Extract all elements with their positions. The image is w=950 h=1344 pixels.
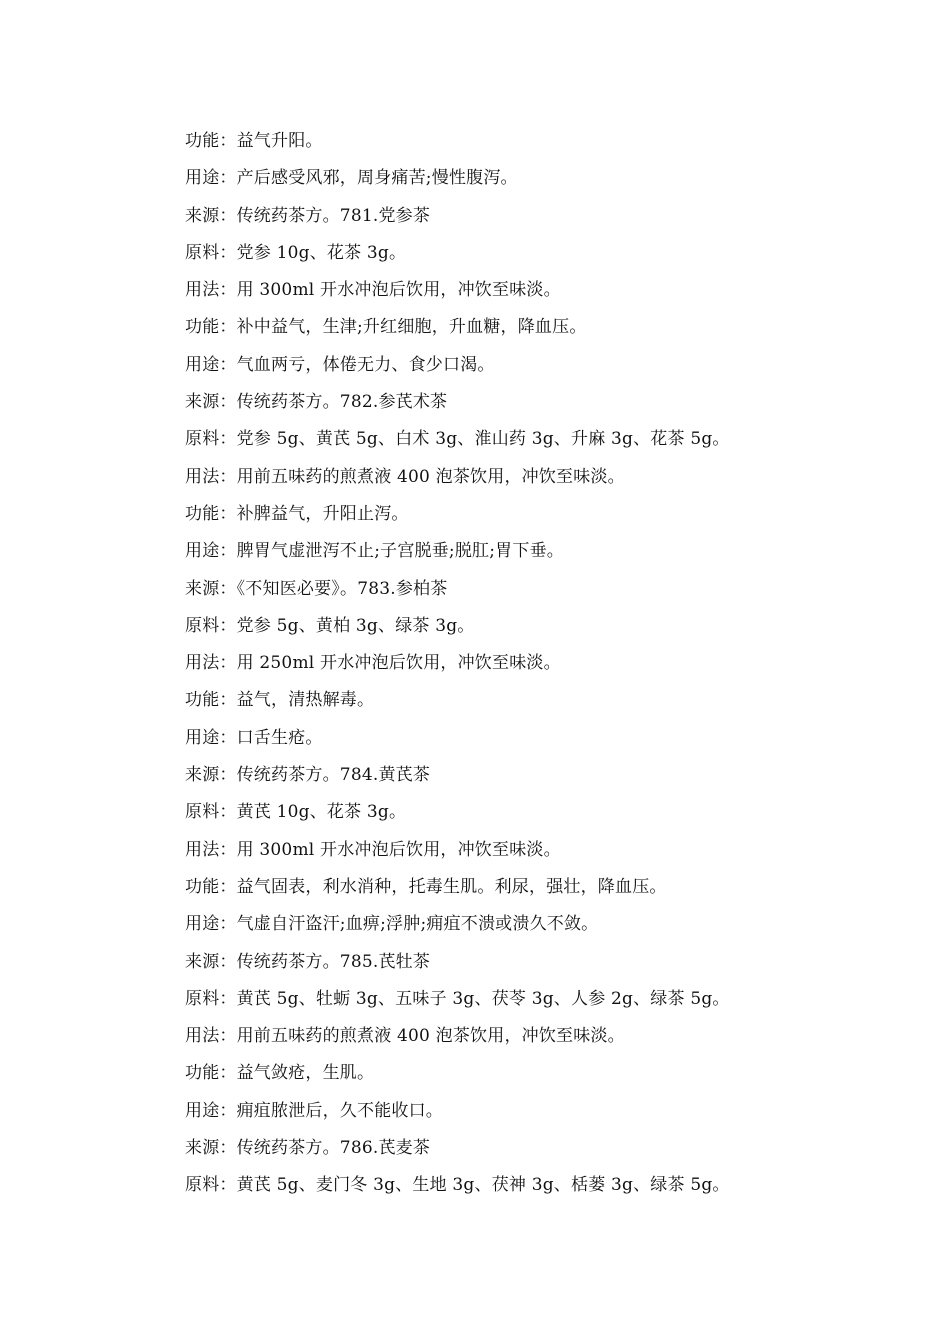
text-line: 来源：传统药茶方。782.参芪术茶: [185, 392, 448, 413]
recipe-text-body: [185, 123, 885, 1205]
text-line: 来源：传统药茶方。786.芪麦茶: [185, 1138, 431, 1159]
text-line: 功能：益气敛疮，生肌。: [185, 1063, 375, 1084]
text-line: 用法：用 300ml 开水冲泡后饮用，冲饮至味淡。: [185, 839, 561, 860]
text-line: 来源：传统药茶方。784.黄芪茶: [185, 765, 431, 786]
text-line: 来源：《不知医必要》。783.参柏茶: [185, 578, 448, 599]
text-line: 原料：黄芪 5g、麦门冬 3g、生地 3g、茯神 3g、栝蒌 3g、绿茶 5g。: [185, 1175, 730, 1196]
text-line: 用法：用 300ml 开水冲泡后饮用，冲饮至味淡。: [185, 280, 561, 301]
text-line: 原料：党参 5g、黄芪 5g、白术 3g、淮山药 3g、升麻 3g、花茶 5g。: [185, 429, 730, 450]
text-line: 功能：补脾益气，升阳止泻。: [185, 503, 409, 524]
text-line: 用途：气血两亏，体倦无力、食少口渴。: [185, 354, 495, 375]
text-line: 原料：党参 10g、花茶 3g。: [185, 242, 407, 263]
text-line: 用途：气虚自汗盗汗;血痹;浮肿;痈疽不溃或溃久不敛。: [185, 914, 599, 935]
text-line: 功能：益气升阳。: [185, 131, 323, 151]
text-line: 用途：脾胃气虚泄泻不止;子宫脱垂;脱肛;胃下垂。: [185, 541, 564, 562]
text-line: 用途：痈疽脓泄后，久不能收口。: [185, 1100, 443, 1121]
text-line: 功能：补中益气，生津;升红细胞，升血糖，降血压。: [185, 317, 587, 338]
text-line: 用途：口舌生疮。: [185, 727, 323, 748]
text-line: 功能：益气固表，利水消种，托毒生肌。利尿，强壮，降血压。: [185, 876, 667, 897]
text-line: 原料：黄芪 10g、花茶 3g。: [185, 802, 407, 823]
text-line: 来源：传统药茶方。785.芪牡茶: [185, 951, 431, 972]
text-line: 原料：党参 5g、黄柏 3g、绿茶 3g。: [185, 615, 475, 636]
text-line: 来源：传统药茶方。781.党参茶: [185, 205, 431, 226]
text-line: 用途：产后感受风邪，周身痛苦;慢性腹泻。: [185, 168, 518, 189]
text-line: 用法：用前五味药的煎煮液 400 泡茶饮用，冲饮至味淡。: [185, 466, 625, 487]
text-line: 用法：用 250ml 开水冲泡后饮用，冲饮至味淡。: [185, 653, 561, 674]
text-line: 用法：用前五味药的煎煮液 400 泡茶饮用，冲饮至味淡。: [185, 1026, 625, 1047]
text-line: 原料：黄芪 5g、牡蛎 3g、五味子 3g、茯苓 3g、人参 2g、绿茶 5g。: [185, 988, 730, 1009]
text-line: 功能：益气，清热解毒。: [185, 690, 375, 711]
